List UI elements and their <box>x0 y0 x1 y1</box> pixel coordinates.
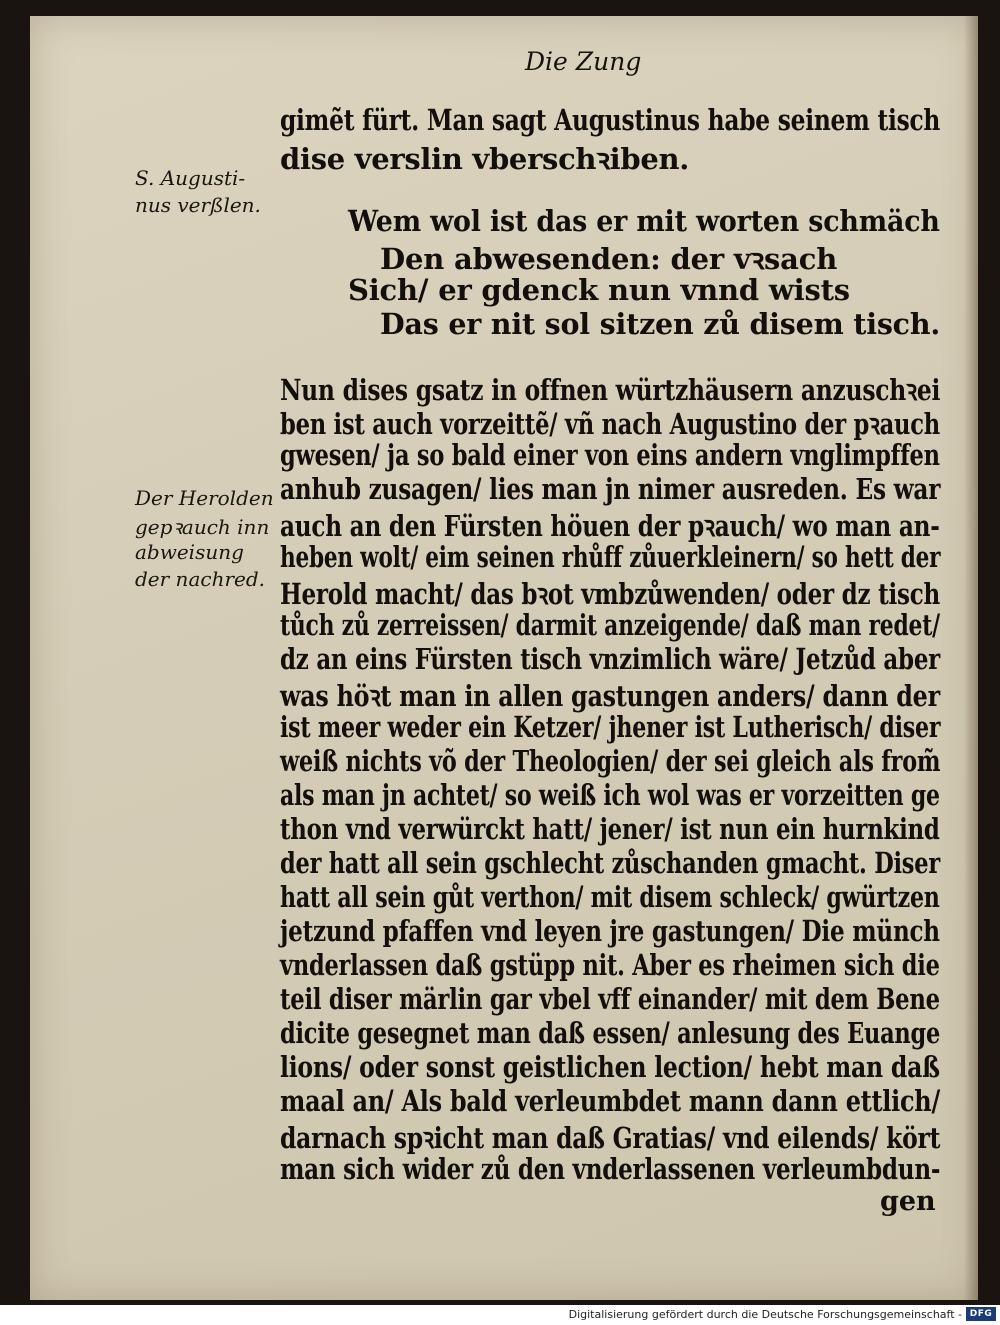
verse-line: Den abwesenden: der vꝛsach <box>380 242 838 276</box>
text-line: ist meer weder ein Ketzer/ jhener ist Lutherisch/ diser <box>280 710 941 744</box>
text-line: gimẽt fürt. Man sagt Augustinus habe seinem tisch <box>280 103 941 137</box>
text-line: tůch zů zerreissen/ darmit anzeigende/ daß man redet/ <box>280 608 940 642</box>
marginal-note-line: Der Herolden <box>135 486 274 510</box>
page-edge-shadow <box>964 16 978 1300</box>
dfg-logo: DFG <box>966 1307 996 1321</box>
text-line: maal an/ Als bald verleumbdet mann dann ettlich/ <box>280 1084 940 1118</box>
text-line: dz an eins Fürsten tisch vnzimlich wäre/ Jetzůd aber <box>280 642 941 676</box>
text-line: auch an den Fürsten höuen der pꝛauch/ wo man an- <box>280 509 940 543</box>
text-line: weiß nichts võ der Theologien/ der sei gleich als from̃ <box>280 744 941 778</box>
verse-line: Wem wol ist das er mit worten schmäch <box>348 204 940 238</box>
text-line: Nun dises gsatz in offnen würtzhäusern anzuschꝛei <box>280 373 941 407</box>
text-line: heben wolt/ eim seinen rhůff zůuerkleinern/ so hett der <box>280 540 941 574</box>
text-line: lions/ oder sonst geistlichen lection/ hebt man daß <box>280 1050 940 1084</box>
text-line: thon vnd verwürckt hatt/ jener/ ist nun ein hurnkind <box>280 812 940 846</box>
marginal-note-line: nus verßlen. <box>135 193 261 217</box>
verse-line: Das er nit sol sitzen zů disem tisch. <box>380 307 941 341</box>
footer-credit: Digitalisierung gefördert durch die Deutsche Forschungsgemeinschaft - <box>568 1308 962 1321</box>
text-line: der hatt all sein gschlecht zůschanden gmacht. Diser <box>280 846 940 880</box>
text-line: was höꝛt man in allen gastungen anders/ dann der <box>280 679 940 713</box>
marginal-note-line: abweisung <box>135 540 244 564</box>
marginal-note-line: gepꝛauch inn <box>135 515 270 539</box>
text-line: man sich wider zů den vnderlassenen verleumbdun- <box>280 1152 941 1186</box>
text-line: vnderlassen daß gstüpp nit. Aber es rheimen sich die <box>280 948 940 982</box>
text-line: dise verslin vberschꝛiben. <box>280 142 690 176</box>
text-line: ben ist auch vorzeittẽ/ vñ nach Augustino der pꝛauch <box>280 407 940 441</box>
text-line: jetzund pfaffen vnd leyen jre gastungen/ Die münch <box>280 914 940 948</box>
catchword: gen <box>880 1186 936 1217</box>
marginal-note-line: der nachred. <box>135 567 265 591</box>
text-line: darnach spꝛicht man daß Gratias/ vnd eilends/ kört <box>280 1121 941 1155</box>
verse-line: Sich/ er gdenck nun vnnd wists <box>348 273 850 307</box>
text-line: Herold macht/ das bꝛot vmbzůwenden/ oder dz tisch <box>280 577 940 611</box>
text-line: teil diser märlin gar vbel vff einander/ mit dem Bene <box>280 982 940 1016</box>
text-line: gwesen/ ja so bald einer von eins andern vnglimpffen <box>280 438 940 472</box>
text-line: als man jn achtet/ so weiß ich wol was er vorzeitten ge <box>280 778 940 812</box>
text-line: anhub zusagen/ lies man jn nimer ausreden. Es war <box>280 472 941 506</box>
running-head: Die Zung <box>525 47 642 76</box>
marginal-note-line: S. Augusti- <box>135 166 246 190</box>
text-line: hatt all sein gůt verthon/ mit disem schleck/ gwürtzen <box>280 880 940 914</box>
text-line: dicite gesegnet man daß essen/ anlesung des Euange <box>280 1016 941 1050</box>
